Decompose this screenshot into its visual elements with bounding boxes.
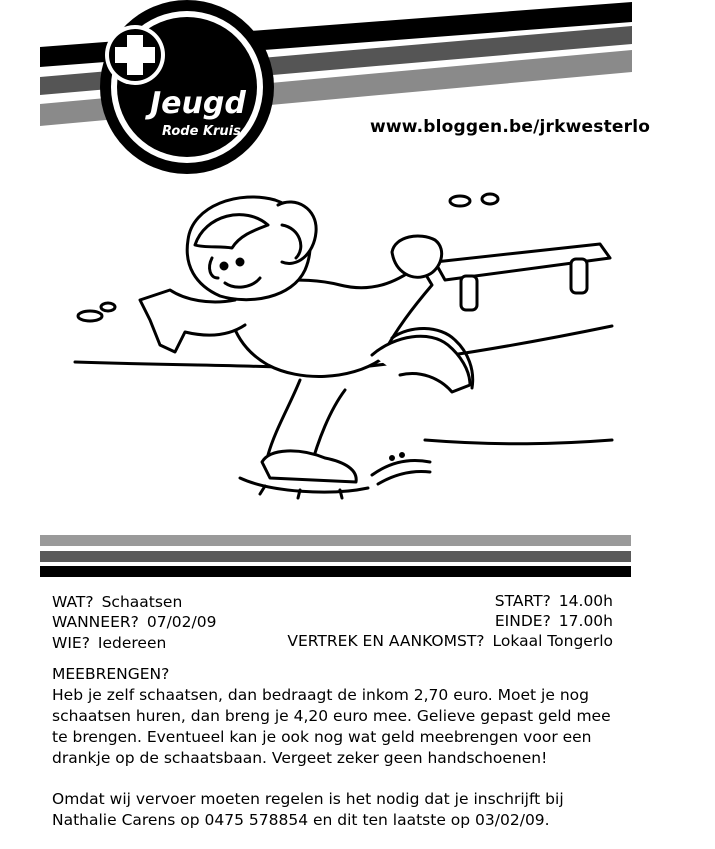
detail-wat (52, 593, 182, 611)
separator-bar-light (40, 535, 631, 546)
logo-subtitle: Rode Kruis (162, 124, 241, 139)
separator-bar-black (40, 566, 631, 577)
wat-value: Schaatsen (101, 593, 183, 611)
wie-value: Iedereen (97, 634, 167, 652)
meebrengen-line-4: drankje op de schaatsbaan. Vergeet zeker geen handschoenen! (52, 749, 548, 767)
wanneer-label: WANNEER? (52, 613, 139, 631)
detail-einde (495, 612, 613, 630)
header-graphic (0, 0, 715, 180)
inschrijving-line-2: Nathalie Carens op 0475 578854 en dit ten laatste op 03/02/09. (52, 811, 550, 829)
cross-icon (105, 25, 165, 85)
detail-start (495, 592, 613, 610)
meebrengen-heading: MEEBRENGEN? (52, 665, 170, 683)
vertrek-label: VERTREK EN AANKOMST? (287, 632, 485, 650)
start-value: 14.00h (558, 592, 613, 610)
vertrek-value: Lokaal Tongerlo (492, 632, 613, 650)
inschrijving-section (52, 789, 642, 831)
detail-wie (52, 634, 166, 652)
child-ice-skating-icon (60, 180, 640, 525)
separator-bar-dark (40, 551, 631, 562)
start-label: START? (494, 592, 551, 610)
inschrijving-line-1: Omdat wij vervoer moeten regelen is het nodig dat je inschrijft bij (52, 790, 564, 808)
wat-label: WAT? (52, 593, 94, 611)
wie-label: WIE? (52, 634, 90, 652)
meebrengen-line-2: schaatsen huren, dan breng je 4,20 euro mee. Gelieve gepast geld mee (52, 707, 611, 725)
meebrengen-section (52, 664, 642, 769)
logo-title: Jeugd (150, 86, 246, 121)
detail-wanneer (52, 613, 216, 631)
einde-value: 17.00h (558, 612, 613, 630)
meebrengen-line-3: te brengen. Eventueel kan je ook nog wat geld meebrengen voor een (52, 728, 592, 746)
website-url[interactable]: www.bloggen.be/jrkwesterlo (370, 117, 651, 137)
meebrengen-line-1: Heb je zelf schaatsen, dan bedraagt de inkom 2,70 euro. Moet je nog (52, 686, 589, 704)
detail-vertrek (287, 632, 613, 650)
wanneer-value: 07/02/09 (146, 613, 217, 631)
einde-label: EINDE? (494, 612, 551, 630)
